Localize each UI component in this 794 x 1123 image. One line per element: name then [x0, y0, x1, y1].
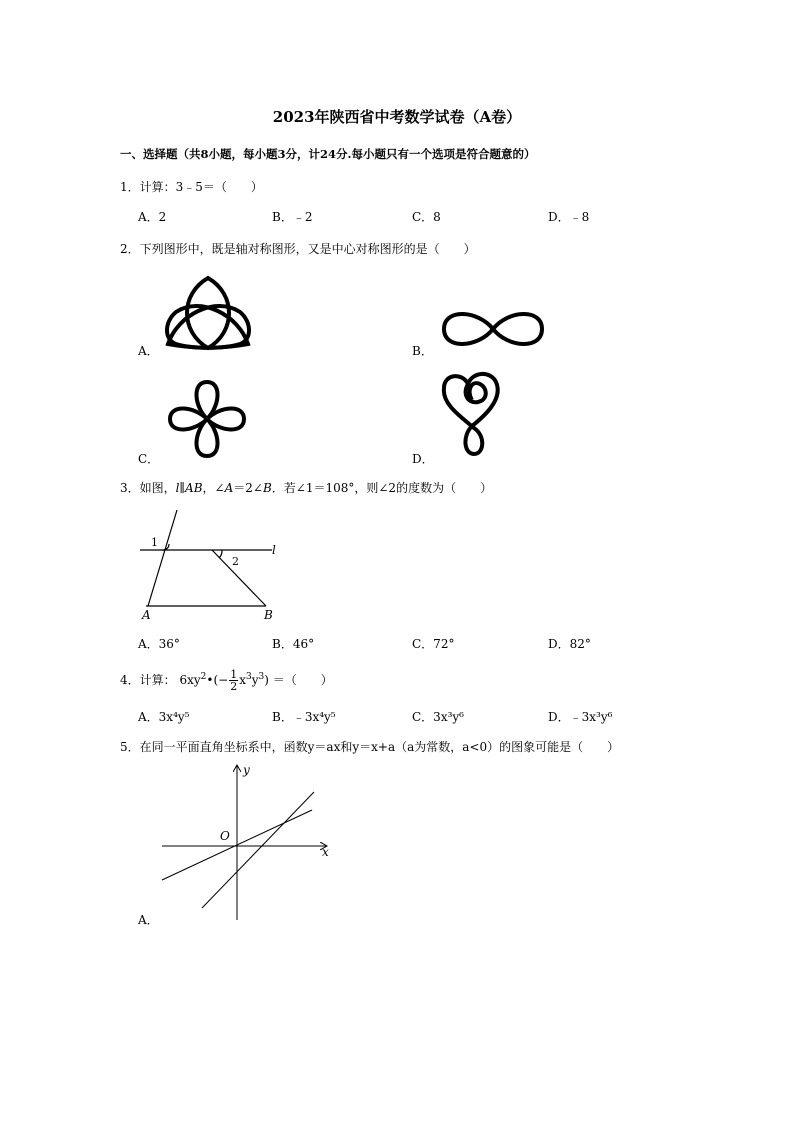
q5-option-a: A．: [138, 913, 159, 927]
q4-term: •(−: [206, 673, 229, 687]
q2-option-d: D．: [412, 452, 434, 466]
point-b-label: B: [264, 608, 273, 622]
q3-stem-part: ，∠: [202, 481, 225, 495]
four-petal-figure: [164, 376, 250, 462]
q4-term: ): [264, 673, 269, 687]
question-2-stem: 2．下列图形中，既是轴对称图形，又是中心对称图形的是（ ）: [120, 242, 476, 256]
q1-option-a: A．2: [138, 210, 167, 224]
q4-expression: [179, 668, 272, 693]
looped-curve-figure: [438, 370, 510, 460]
q4-exponent: 2: [200, 672, 207, 682]
q3-stem-part: A: [224, 481, 234, 495]
q2-option-a: A．: [138, 344, 159, 358]
q1-option-b: B．﹣2: [272, 210, 313, 224]
q4-term: y: [251, 673, 259, 687]
question-1-stem: 1．计算：3﹣5＝（ ）: [120, 180, 263, 194]
q3-stem-part: B: [262, 481, 272, 495]
q3-option-d: D．82°: [548, 637, 591, 651]
coordinate-graph-figure: [156, 760, 336, 924]
q4-term: x: [239, 673, 246, 687]
triquetra-figure: [160, 272, 256, 354]
q2-option-b: B．: [412, 344, 433, 358]
section-heading: 一、选择题（共8小题，每小题3分，计24分.每小题只有一个选项是符合题意的）: [120, 147, 536, 161]
page-title: 2023年陕西省中考数学试卷（A卷）: [272, 108, 522, 126]
x-axis-label: x: [322, 845, 329, 859]
q3-stem-part: 3．如图，: [120, 481, 176, 495]
q3-stem-part: ＝2∠: [233, 481, 263, 495]
fraction-denominator: 2: [230, 680, 238, 693]
y-axis-label: y: [243, 763, 250, 777]
parallel-lines-figure: [136, 506, 286, 626]
angle-2-label: 2: [232, 555, 239, 568]
q3-option-a: A．36°: [138, 637, 180, 651]
question-3-stem: [120, 479, 492, 496]
line-l-label: l: [272, 543, 276, 557]
q4-suffix: ＝（ ）: [272, 673, 333, 687]
q4-option-d: D．﹣3x³y⁶: [548, 710, 613, 724]
q3-option-c: C．72°: [412, 637, 455, 651]
origin-label: O: [220, 829, 230, 843]
q3-stem-part: l∥AB: [175, 481, 203, 495]
q4-exponent: 3: [258, 672, 265, 682]
q4-prefix: 4．计算：: [120, 673, 176, 687]
infinity-figure: [440, 306, 546, 352]
q4-option-a: A．3x⁴y⁵: [138, 710, 190, 724]
q1-option-d: D．﹣8: [548, 210, 590, 224]
question-4-stem: [120, 664, 333, 693]
angle-1-label: 1: [151, 536, 158, 549]
fraction-numerator: 1: [230, 668, 238, 681]
one-half-fraction: [229, 669, 238, 692]
question-5-stem: 5．在同一平面直角坐标系中，函数y＝ax和y＝x+a（a为常数，a<0）的图象可能是（ ）: [120, 740, 620, 754]
q4-exponent: 3: [246, 672, 252, 682]
q2-option-c: C．: [138, 452, 160, 466]
q4-option-b: B．﹣3x⁴y⁵: [272, 710, 336, 724]
q1-option-c: C．8: [412, 210, 441, 224]
q3-option-b: B．46°: [272, 637, 315, 651]
q3-stem-part: ．若∠1＝108°，则∠2的度数为（ ）: [271, 481, 493, 495]
point-a-label: A: [142, 608, 151, 622]
q4-option-c: C．3x³y⁶: [412, 710, 464, 724]
q4-term: 6xy: [179, 673, 201, 687]
